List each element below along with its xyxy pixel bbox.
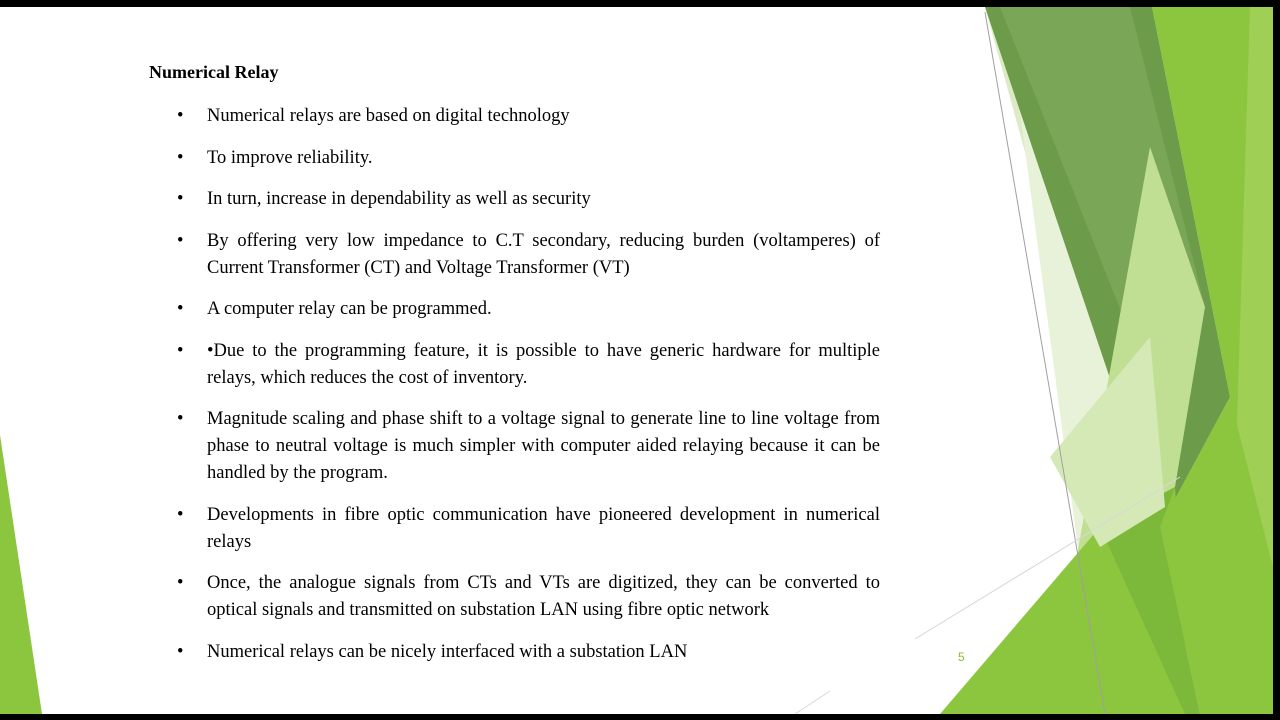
bullet-dot: •: [177, 340, 184, 361]
bullet-text: In turn, increase in dependability as well as security: [207, 189, 591, 209]
bullet-item: [175, 502, 880, 556]
bullet-item: [175, 103, 880, 130]
bullet-text: •Due to the programming feature, it is possible to have generic hardware for multiple relays, which reduces the cost of inventory.: [207, 340, 880, 388]
bullet-dot: •: [177, 106, 184, 126]
bullet-item: [175, 338, 880, 392]
bullet-text: To improve reliability.: [207, 147, 373, 168]
bullet-dot: •: [177, 573, 184, 593]
bullet-item: [175, 406, 880, 487]
page-number: 5: [958, 650, 965, 664]
bullet-dot: •: [177, 189, 184, 209]
bullet-text: By offering very low impedance to C.T secondary, reducing burden (voltamperes) of Current Transformer (CT) and Voltage Transformer (VT): [207, 230, 880, 278]
bullet-item: [175, 570, 880, 624]
slide-title: Numerical Relay: [149, 62, 279, 82]
bullet-text: Developments in fibre optic communication have pioneered development in numerical relays: [207, 504, 880, 552]
bullet-dot: •: [177, 147, 184, 168]
bullet-dot: •: [177, 641, 184, 662]
bullet-item: [175, 145, 880, 172]
bullet-list: [175, 103, 880, 680]
bullet-text: Numerical relays are based on digital technology: [207, 106, 570, 126]
bullet-text: Numerical relays can be nicely interfaced with a substation LAN: [207, 641, 688, 662]
bullet-text: A computer relay can be programmed.: [207, 299, 492, 319]
bullet-text: Once, the analogue signals from CTs and VTs are digitized, they can be converted to optical signals and transmitted on substation LAN using fibre optic network: [207, 573, 880, 620]
bullet-item: [175, 296, 880, 323]
bullet-dot: •: [177, 230, 184, 251]
bullet-item: [175, 186, 880, 213]
bullet-item: [175, 228, 880, 282]
bullet-dot: •: [177, 409, 184, 429]
slide: [0, 7, 1273, 714]
bullet-dot: •: [177, 299, 184, 319]
bullet-text: Magnitude scaling and phase shift to a voltage signal to generate line to line voltage from phase to neutral voltage is much simpler with computer aided relaying because it can be handled by the program.: [207, 409, 880, 483]
bullet-item: [175, 639, 880, 666]
bullet-dot: •: [177, 504, 184, 525]
